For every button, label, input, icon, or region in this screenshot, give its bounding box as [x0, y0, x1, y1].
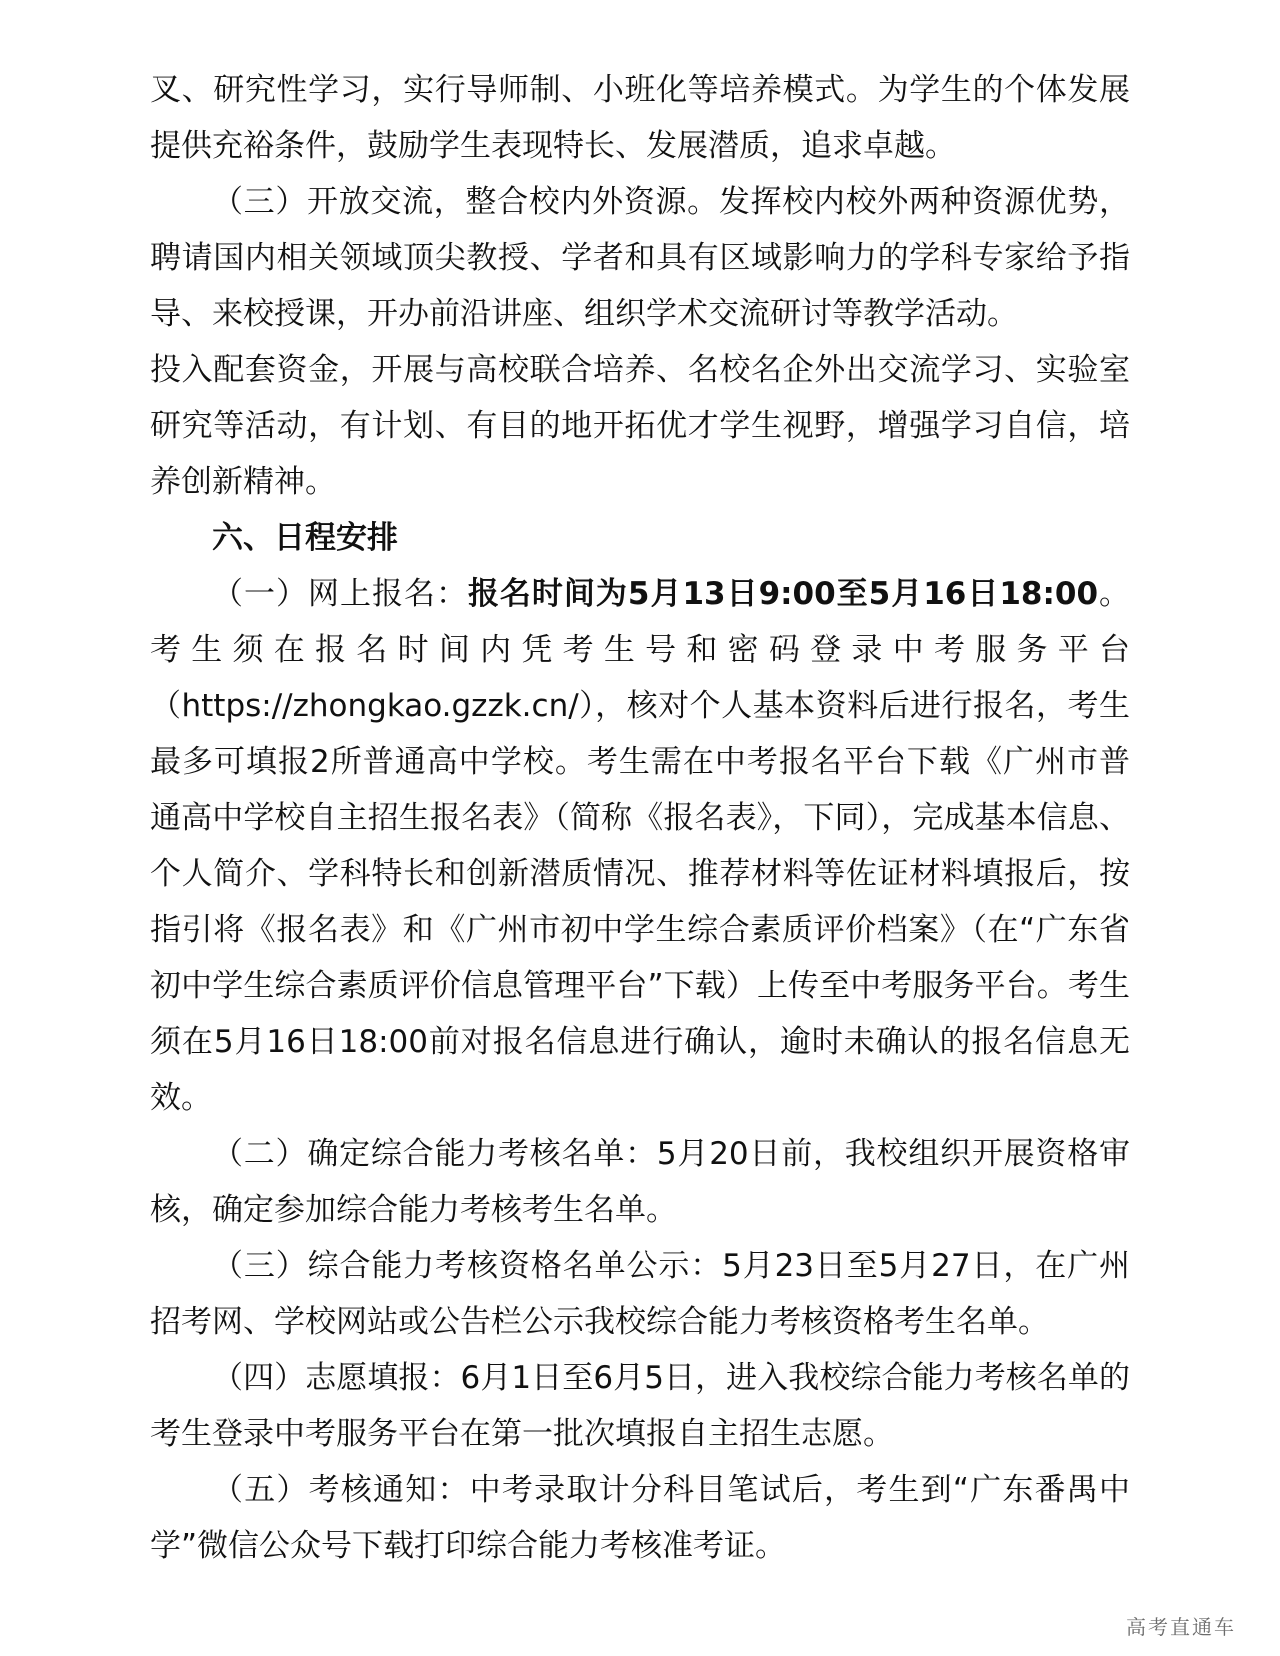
schedule-item-online-registration	[150, 566, 1130, 1126]
registration-time-highlight: 报名时间为5月13日9:00至5月16日18:00	[467, 576, 1099, 612]
schedule-item-assessment-notice: （五）考核通知：中考录取计分科目笔试后，考生到“广东番禺中学”微信公众号下载打印综合能力考核准考证。	[150, 1472, 1130, 1564]
schedule-item-1-body: 。考生须在报名时间内凭考生号和密码登录中考服务平台（https://zhongkao.gzzk.cn/），核对个人基本资料后进行报名，考生最多可填报2所普通高中学校。考生需在中考报名平台下载《广州市普通高中学校自主招生报名表》（简称《报名表》，下同），完成基本信息、个人简介、学科特长和创新潜质情况、推荐材料等佐证材料填报后，按指引将《报名表》和《广州市初中学生综合素质评价档案》（在“广东省初中学生综合素质评价信息管理平台”下载）上传至中考服务平台。考生须在5月16日18:00前对报名信息进行确认，逾时未确认的报名信息无效。	[150, 576, 1131, 1116]
schedule-item-assessment-list: （二）确定综合能力考核名单：5月20日前，我校组织开展资格审核，确定参加综合能力考核考生名单。	[150, 1136, 1130, 1228]
schedule-item-list-publicity: （三）综合能力考核资格名单公示：5月23日至5月27日，在广州招考网、学校网站或公告栏公示我校综合能力考核资格考生名单。	[150, 1248, 1130, 1340]
paragraph-training-mode: 叉、研究性学习，实行导师制、小班化等培养模式。为学生的个体发展提供充裕条件，鼓励学生表现特长、发展潜质，追求卓越。	[150, 72, 1130, 164]
schedule-item-1-prefix: （一）网上报名：	[212, 576, 468, 612]
document-page	[150, 62, 1130, 1574]
section-heading-schedule: 六、日程安排	[212, 520, 398, 556]
watermark: 高考直通车	[1126, 1615, 1236, 1639]
paragraph-funding: 投入配套资金，开展与高校联合培养、名校名企外出交流学习、实验室研究等活动，有计划、有目的地开拓优才学生视野，增强学习自信，培养创新精神。	[150, 352, 1130, 500]
schedule-item-application: （四）志愿填报：6月1日至6月5日，进入我校综合能力考核名单的考生登录中考服务平台在第一批次填报自主招生志愿。	[150, 1360, 1130, 1452]
paragraph-open-exchange: （三）开放交流，整合校内外资源。发挥校内校外两种资源优势，聘请国内相关领域顶尖教授、学者和具有区域影响力的学科专家给予指导、来校授课，开办前沿讲座、组织学术交流研讨等教学活动。	[150, 184, 1130, 332]
